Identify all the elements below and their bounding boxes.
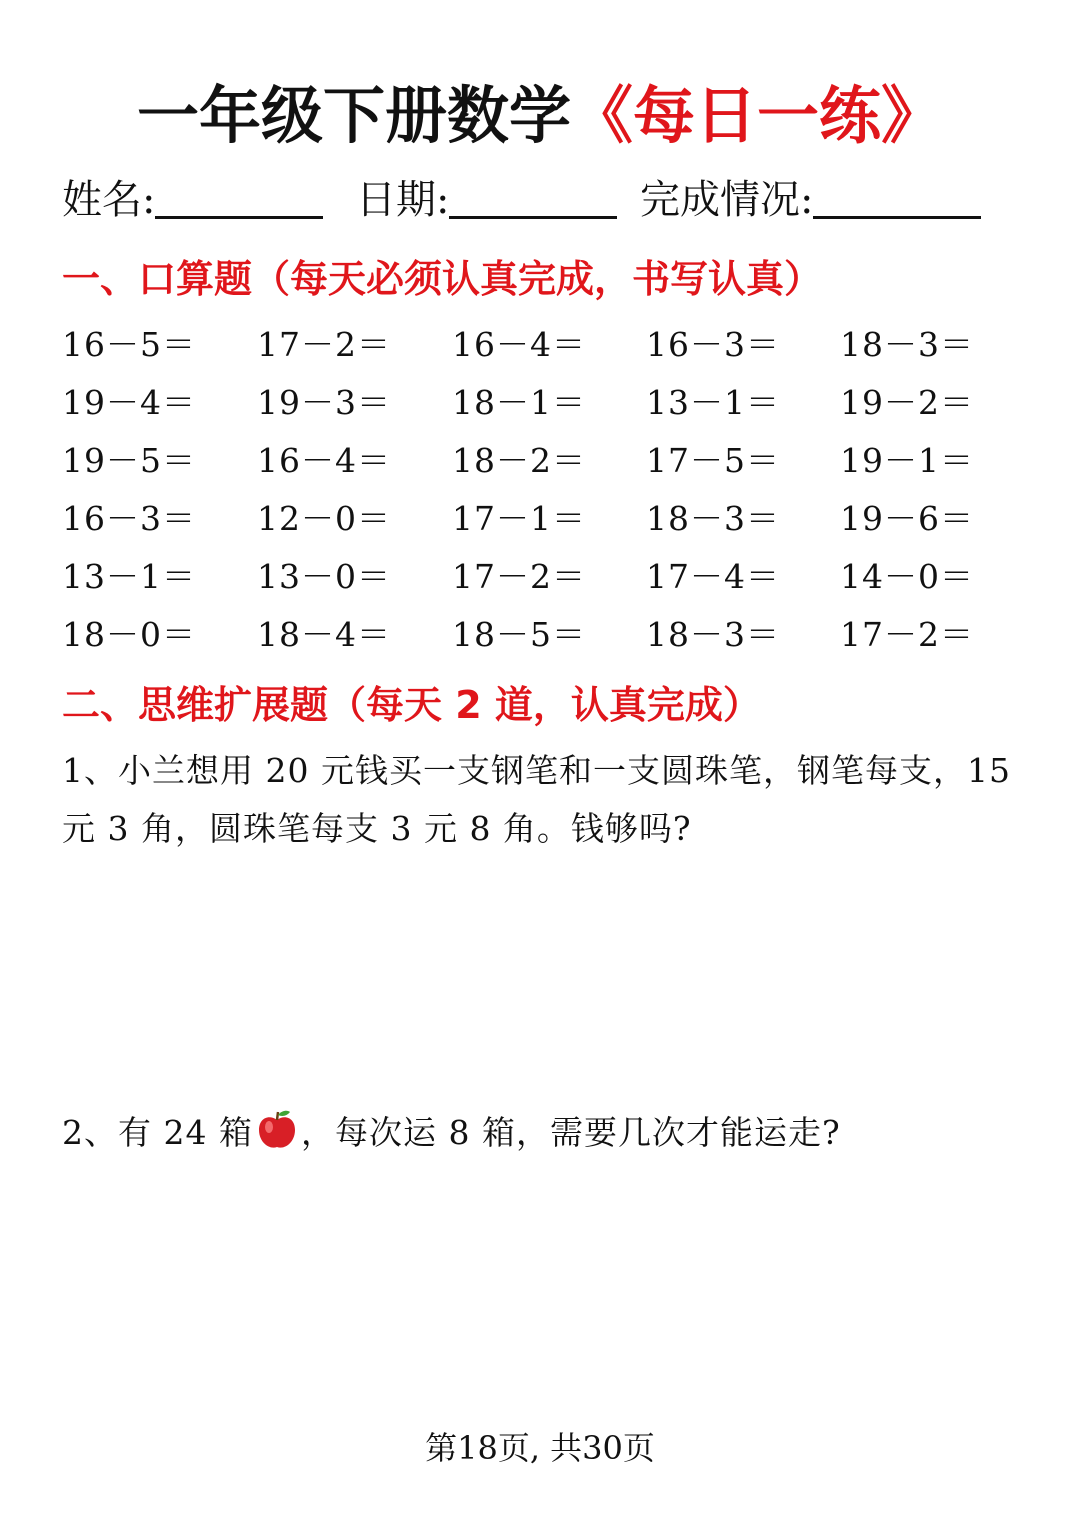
name-blank[interactable] [155,172,323,219]
problem: 17－1＝ [452,499,586,538]
problem: 19－3＝ [257,383,391,422]
status-field [640,172,981,228]
problem: 19－6＝ [840,499,974,538]
problem: 13－1＝ [62,557,196,596]
date-label: 日期: [356,177,450,223]
problem: 16－4＝ [452,325,586,364]
problem: 16－3＝ [646,325,780,364]
problem: 13－0＝ [257,557,391,596]
problem: 19－4＝ [62,383,196,422]
problem: 17－2＝ [840,615,974,654]
problem: 19－2＝ [840,383,974,422]
status-label: 完成情况: [640,177,814,223]
name-field [62,172,323,228]
problem: 19－5＝ [62,441,196,480]
section2-heading: 二、思维扩展题（每天 2 道，认真完成） [62,683,761,727]
problem: 16－4＝ [257,441,391,480]
question-1-line-2: 元 3 角，圆珠笔每支 3 元 8 角。钱够吗? [62,809,692,848]
problem: 18－3＝ [646,499,780,538]
problem: 18－0＝ [62,615,196,654]
problem-row [62,374,1042,432]
page-number: 第18页, 共30页 [425,1429,655,1467]
name-label: 姓名: [62,177,156,223]
problem: 18－3＝ [840,325,974,364]
problem: 12－0＝ [257,499,391,538]
question-2 [62,1104,1032,1162]
problem: 17－5＝ [646,441,780,480]
question-1-line-1: 1、小兰想用 20 元钱买一支钢笔和一支圆珠笔，钢笔每支，15 [62,751,1011,790]
student-info [62,172,1022,228]
date-blank[interactable] [449,172,617,219]
section1-heading: 一、口算题（每天必须认真完成，书写认真） [62,257,823,301]
title-accent: 《每日一练》 [571,79,944,152]
problem-row [62,548,1042,606]
date-field [356,172,617,228]
problem: 13－1＝ [646,383,780,422]
question-1 [62,742,1032,858]
problem: 17－4＝ [646,557,780,596]
problem: 18－2＝ [452,441,586,480]
mental-math-grid [62,316,1042,664]
problem: 18－5＝ [452,615,586,654]
apple-icon [255,1108,299,1152]
problem: 16－5＝ [62,325,196,364]
problem: 18－4＝ [257,615,391,654]
problem: 17－2＝ [257,325,391,364]
title-main: 一年级下册数学 [136,79,571,152]
problem: 18－3＝ [646,615,780,654]
problem: 16－3＝ [62,499,196,538]
problem: 19－1＝ [840,441,974,480]
problem: 14－0＝ [840,557,974,596]
question-2-end: ，每次运 8 箱，需要几次才能运走? [300,1113,841,1152]
page-title [0,78,1080,154]
problem-row [62,490,1042,548]
problem: 17－2＝ [452,557,586,596]
question-2-start: 2、有 24 箱 [62,1113,253,1152]
problem-row [62,432,1042,490]
problem: 18－1＝ [452,383,586,422]
problem-row [62,606,1042,664]
problem-row [62,316,1042,374]
status-blank[interactable] [813,172,981,219]
